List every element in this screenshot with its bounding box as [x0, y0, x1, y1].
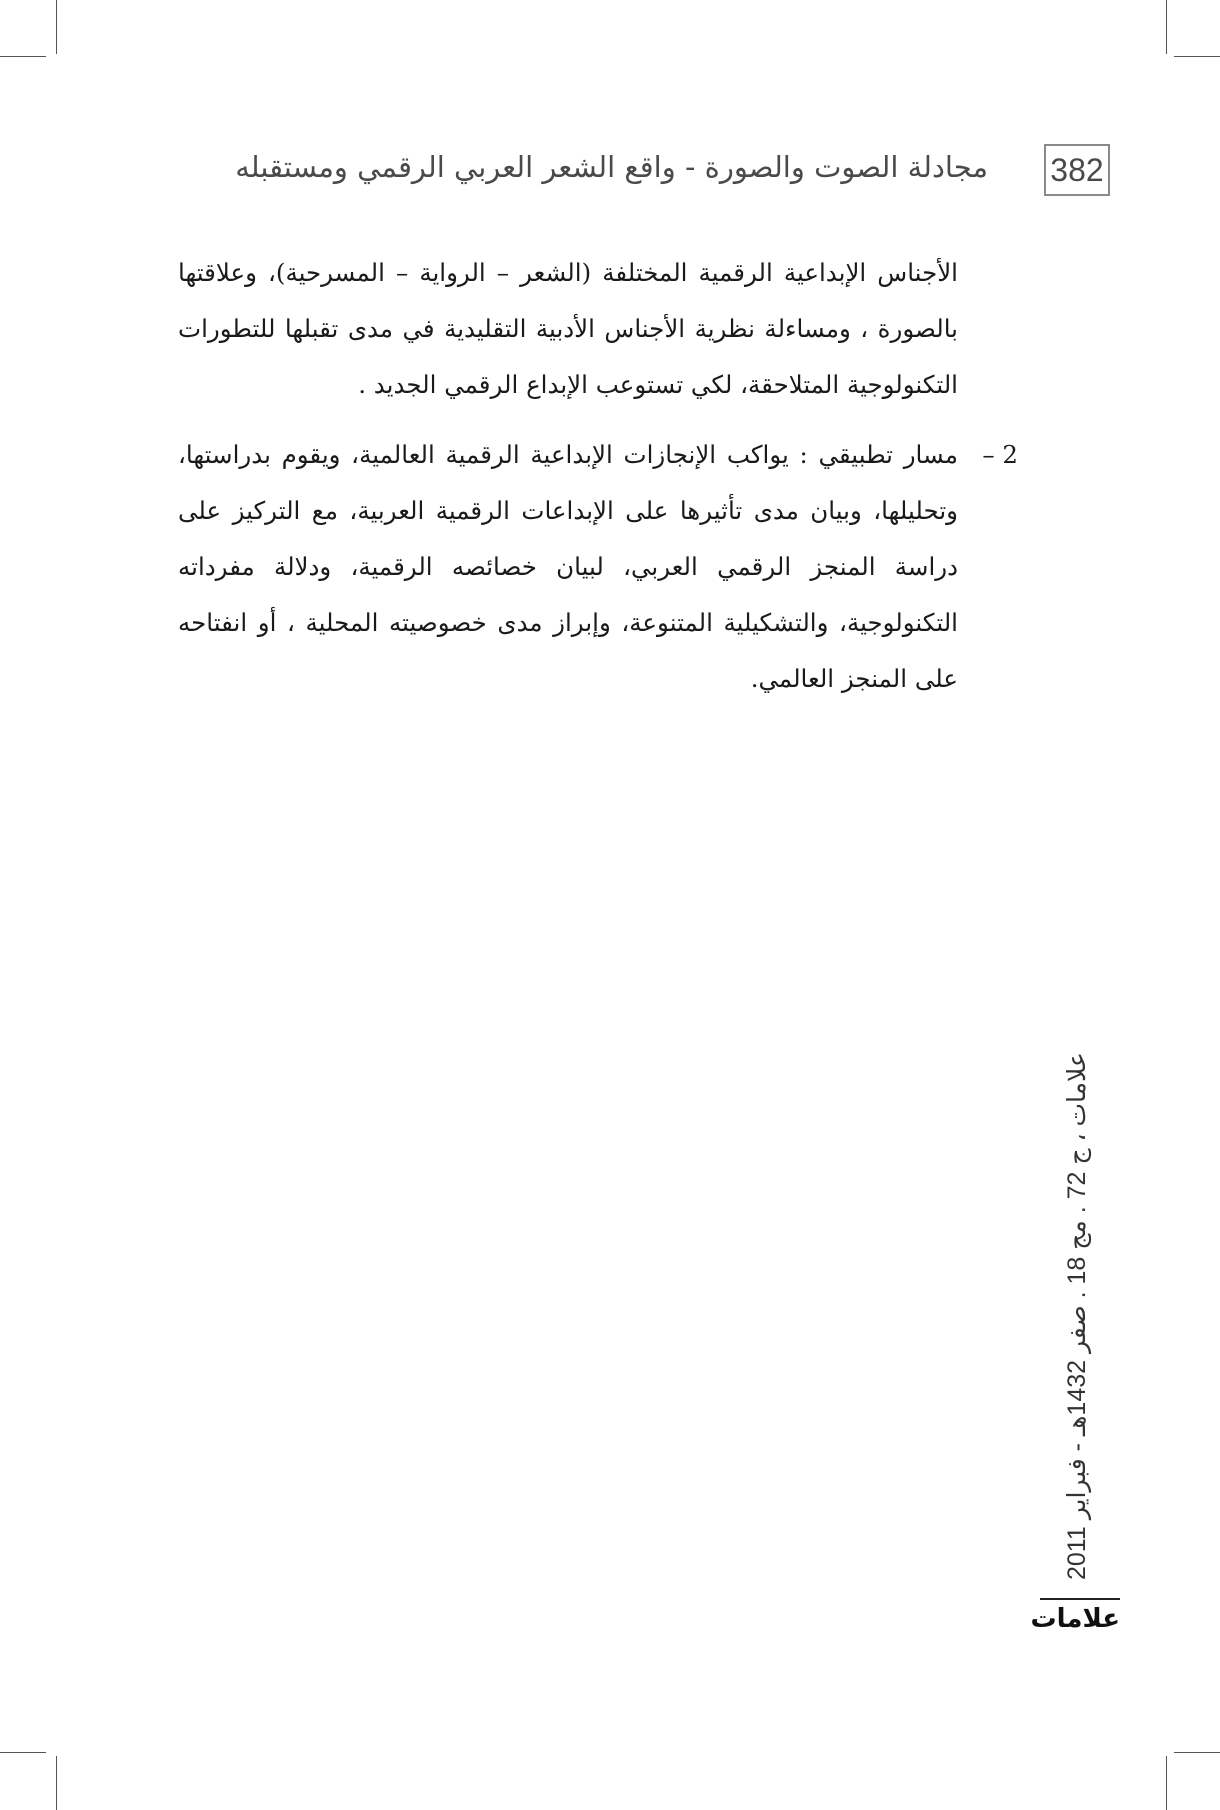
crop-mark-bottom-left: [56, 1756, 57, 1810]
crop-mark-left-bottom: [0, 1752, 46, 1753]
page-body: [178, 245, 1018, 707]
list-item-2: [178, 427, 1018, 707]
crop-mark-top-right: [1166, 0, 1167, 54]
journal-issue-info: علامات ، ج 72 . مج 18 . صفر 1432هـ - فبراير 2011: [1063, 1052, 1091, 1580]
crop-mark-right-bottom: [1174, 1752, 1220, 1753]
page-number: 382: [1044, 144, 1110, 196]
paragraph-continued: الأجناس الإبداعية الرقمية المختلفة (الشعر – الرواية – المسرحية)، وعلاقتها بالصورة ، ومساءلة نظرية الأجناس الأدبية التقليدية في مدى تقبلها للتطورات التكنولوجية المتلاحقة، لكي تستوعب الإبداع الرقمي الجديد .: [178, 258, 958, 399]
crop-mark-right-top: [1174, 56, 1220, 57]
crop-mark-bottom-right: [1166, 1756, 1167, 1810]
list-item-2-text: مسار تطبيقي : يواكب الإنجازات الإبداعية الرقمية العالمية، ويقوم بدراستها، وتحليلها، وبيان مدى تأثيرها على الإبداعات الرقمية العربية، مع التركيز على دراسة المنجز الرقمي العربي، لبيان خصائصه الرقمية، ودلالة مفرداته التكنولوجية، والتشكيلية المتنوعة، وإبراز مدى خصوصيته المحلية ، أو انفتاحه على المنجز العالمي.: [178, 440, 958, 693]
crop-mark-left-top: [0, 56, 46, 57]
journal-logo: علامات: [1040, 1598, 1120, 1644]
crop-mark-top-left: [56, 0, 57, 54]
list-marker-2: 2 –: [982, 440, 1018, 469]
running-header-title: مجادلة الصوت والصورة - واقع الشعر العربي الرقمي ومستقبله: [235, 150, 988, 184]
